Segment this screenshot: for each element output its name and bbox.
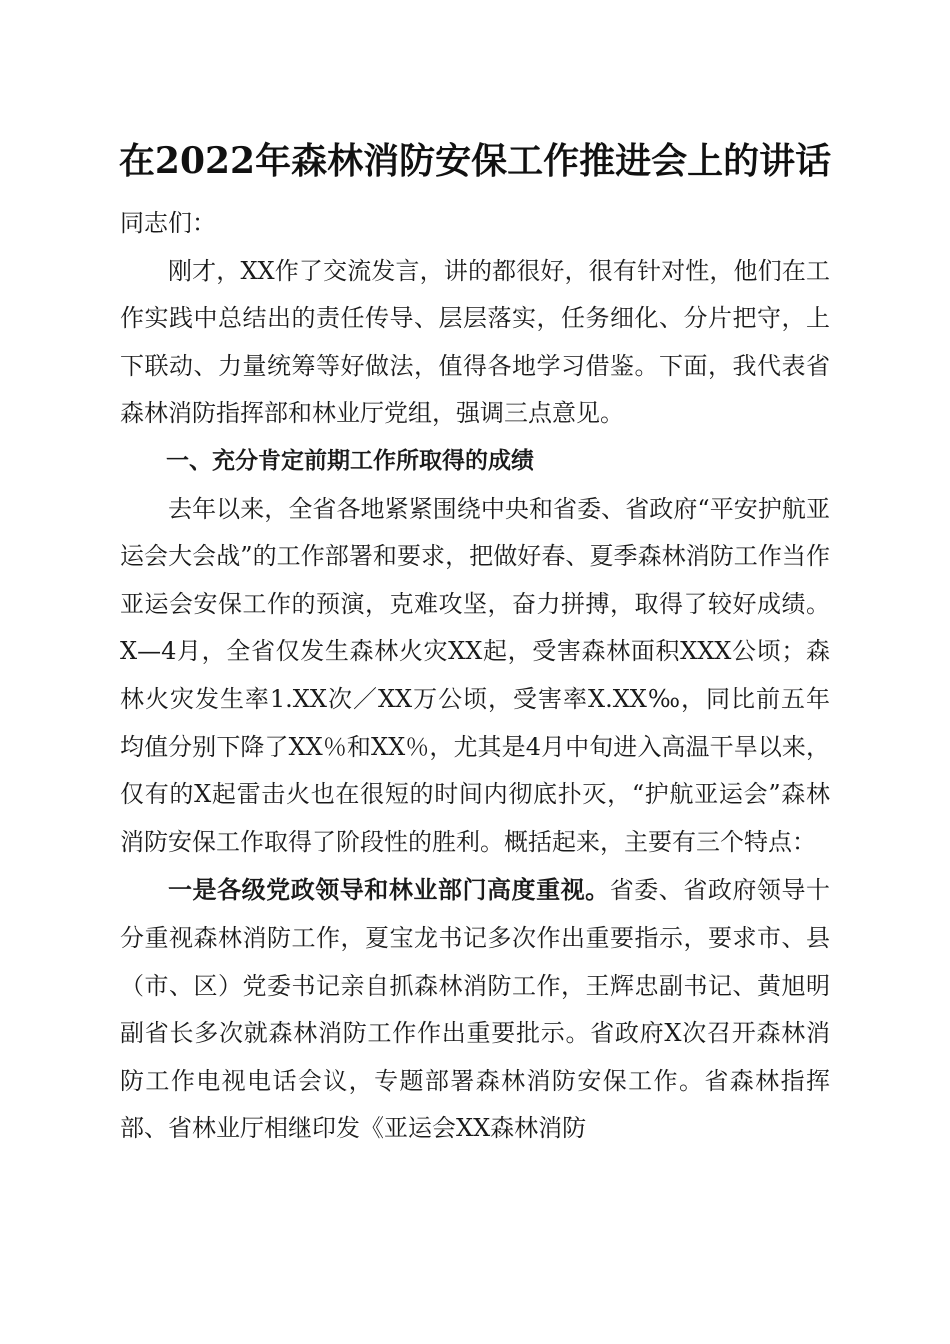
paragraph-achievements: 去年以来，全省各地紧紧围绕中央和省委、省政府“平安护航亚运会大会战”的工作部署和要求，把做好春、夏季森林消防工作当作亚运会安保工作的预演，克难攻坚，奋力拼搏，取得了较好成绩。X—4月，全省仅发生森林火灾XX起，受害森林面积XXX公顷；森林火灾发生率1.XX次／XX万公顷，受害率X.XX‰，同比前五年均值分别下降了XX％和XX％，尤其是4月中旬进入高温干旱以来，仅有的X起雷击火也在很短的时间内彻底扑灭，“护航亚运会”森林消防安保工作取得了阶段性的胜利。概括起来，主要有三个特点： bbox=[120, 494, 830, 856]
document-title: 在2022年森林消防安保工作推进会上的讲话 bbox=[118, 140, 832, 182]
paragraph-feature-1 bbox=[120, 866, 830, 1153]
section-heading-1: 一、充分肯定前期工作所取得的成绩 bbox=[166, 447, 534, 474]
paragraph-opening: 刚才，XX作了交流发言，讲的都很好，很有针对性，他们在工作实践中总结出的责任传导、层层落实，任务细化、分片把守，上下联动、力量统筹等好做法，值得各地学习借鉴。下面，我代表省森林消防指挥部和林业厅党组，强调三点意见。 bbox=[120, 256, 830, 428]
paragraph-body-text: 省委、省政府领导十分重视森林消防工作，夏宝龙书记多次作出重要指示，要求市、县（市、区）党委书记亲自抓森林消防工作，王辉忠副书记、黄旭明副省长多次就森林消防工作作出重要批示。省政府X次召开森林消防工作电视电话会议，专题部署森林消防安保工作。省森林指挥部、省林业厅相继印发《亚运会XX森林消防 bbox=[120, 876, 831, 1143]
document-body bbox=[120, 200, 830, 1153]
paragraph-lead-text: 一是各级党政领导和林业部门高度重视。 bbox=[168, 875, 610, 905]
salutation: 同志们： bbox=[120, 209, 216, 237]
